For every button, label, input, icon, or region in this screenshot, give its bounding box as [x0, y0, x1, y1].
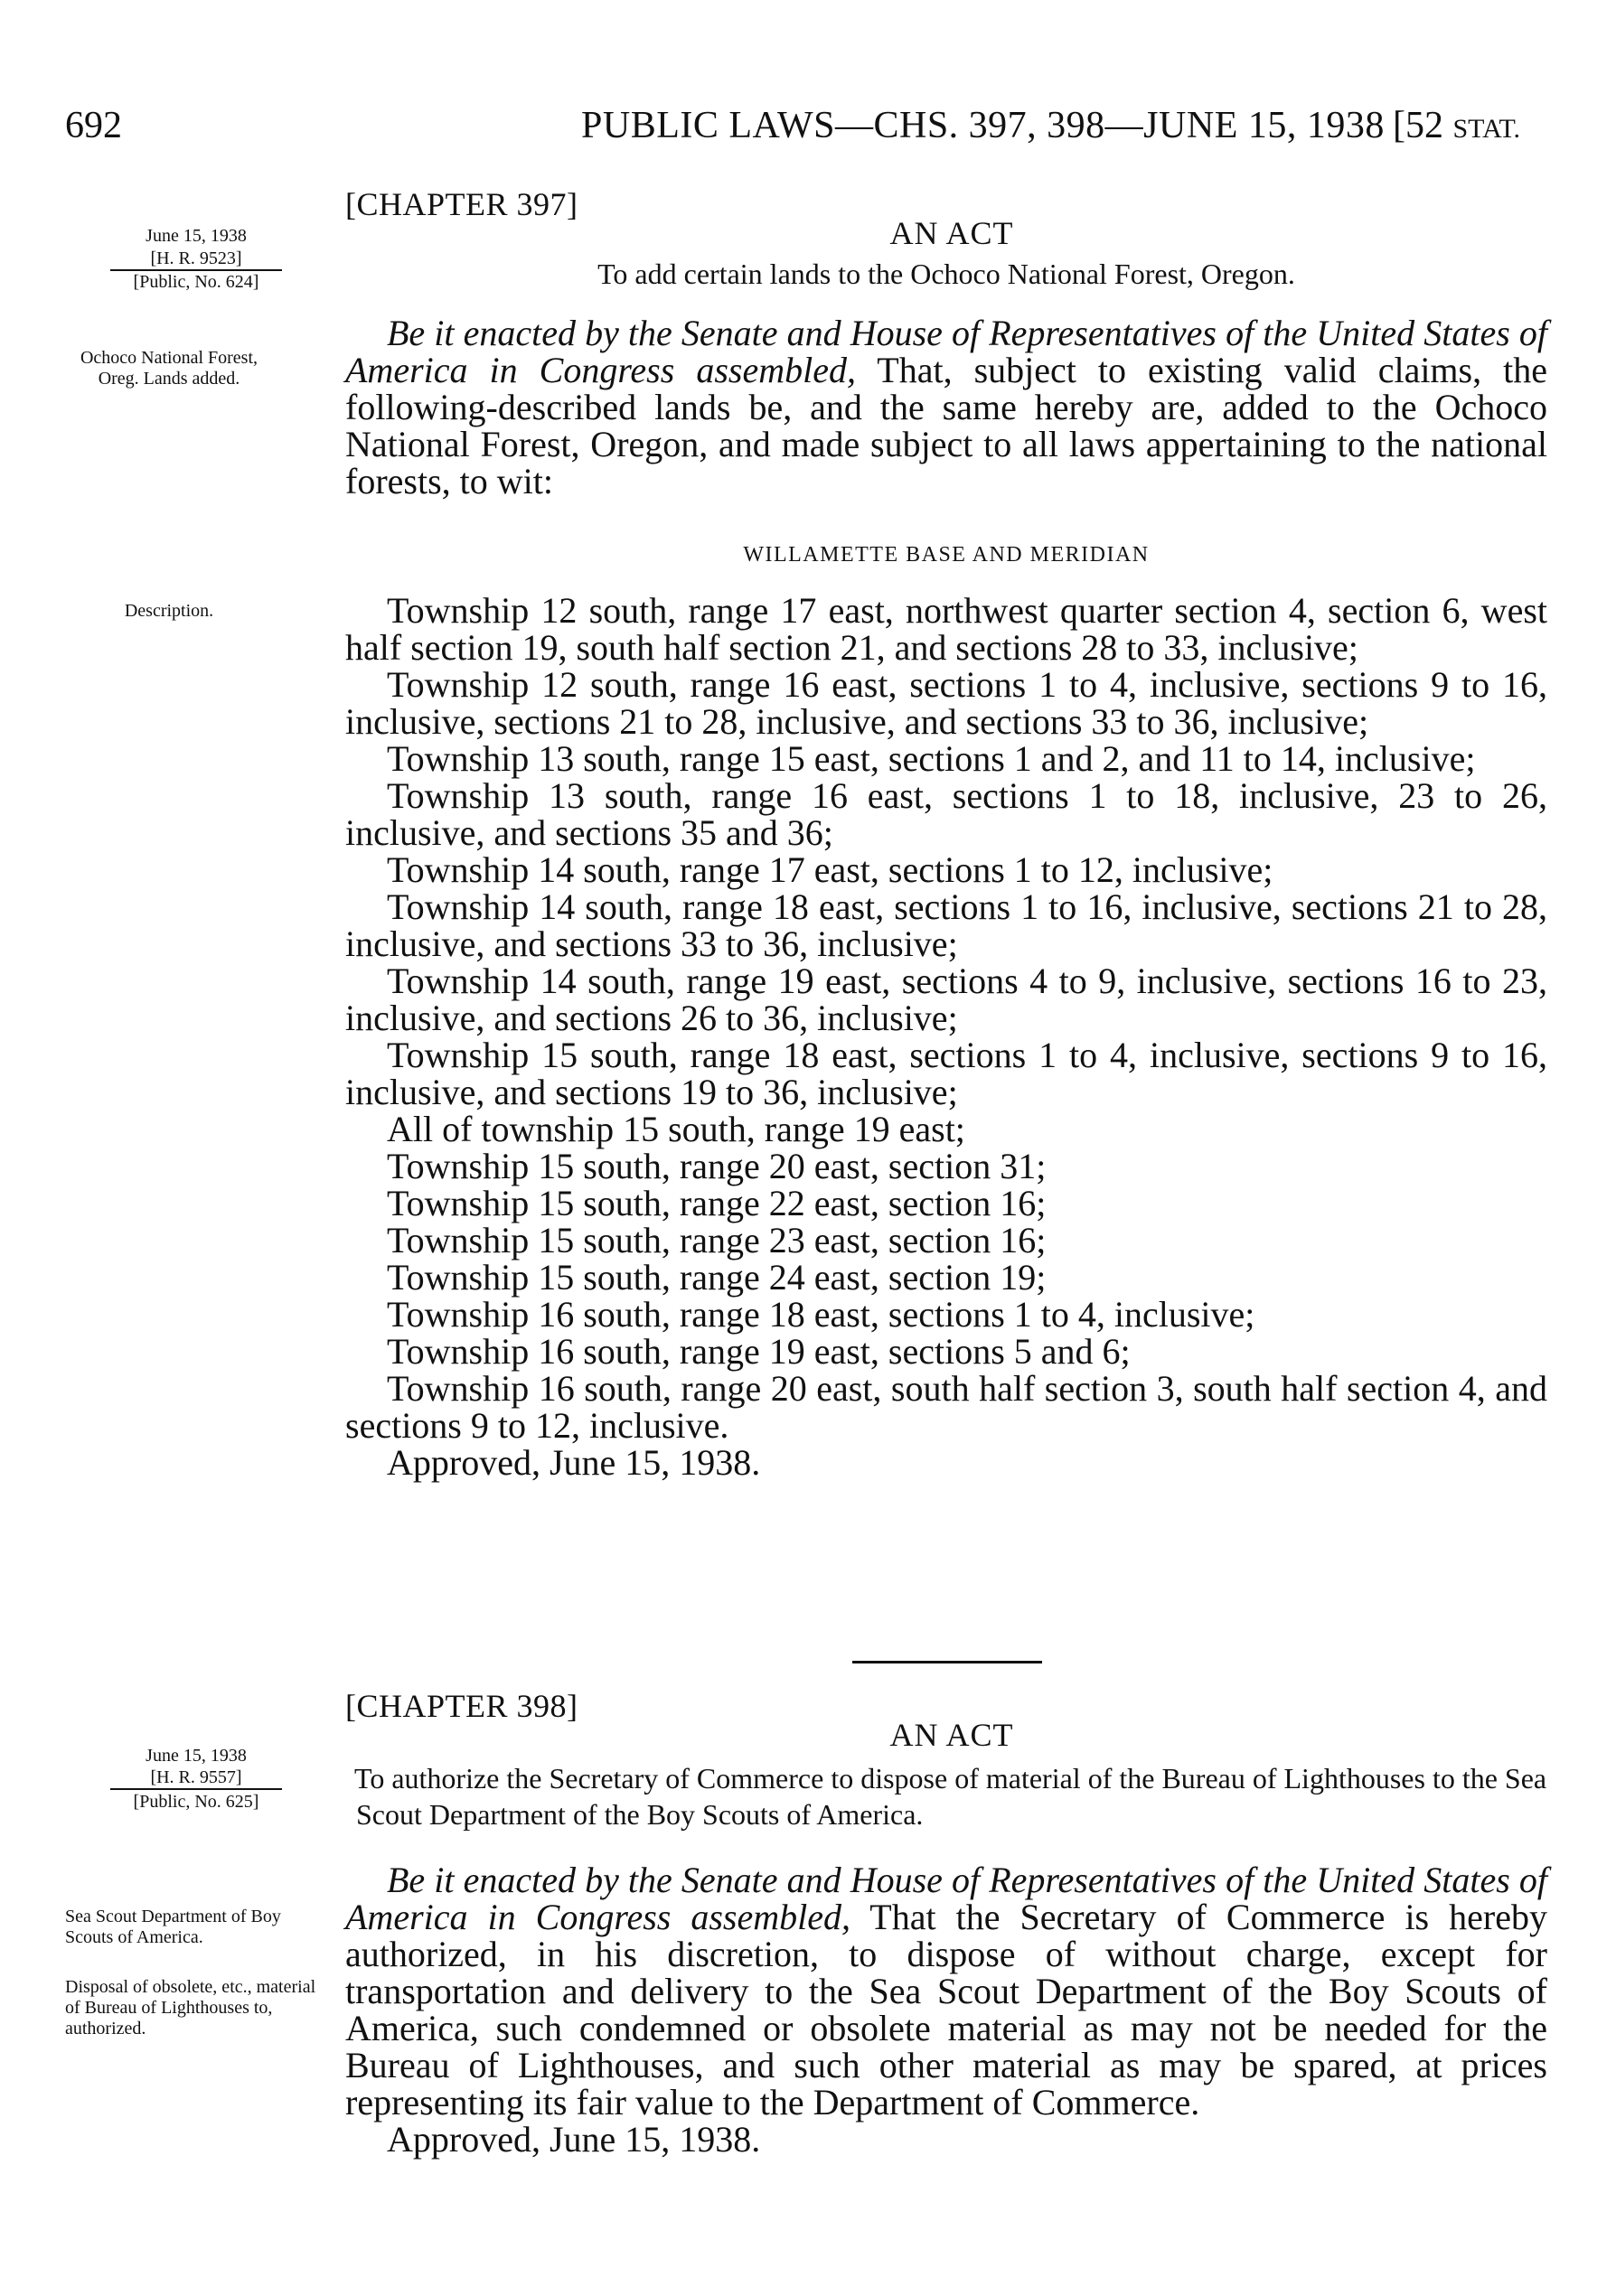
description-item: Township 15 south, range 22 east, section 16; [387, 1183, 1047, 1223]
chapter-397-margin-note-description: Description. [124, 601, 214, 621]
chapter-398-margin-bill-wrap [65, 1767, 327, 1790]
chapter-397-margin-bill: [H. R. 9523] [110, 248, 282, 271]
chapter-398-margin-note-sea-scout: Sea Scout Department of Boy Scouts of America. [65, 1907, 281, 1947]
chapter-397-enacting-clause [345, 314, 1547, 500]
chapter-397-label: [CHAPTER 397] [345, 186, 578, 222]
chapter-398-label: [CHAPTER 398] [345, 1688, 578, 1724]
description-item: Township 12 south, range 16 east, sections 1 to 4, inclusive, sections 9 to 16, inclusive, sections 21 to 28, inclusive, and sections 33 to 36, inclusive; [345, 664, 1547, 742]
chapter-398-an-act: AN ACT [889, 1717, 1014, 1753]
chapter-398-enacting-rest: That the Secretary of Commerce is hereby authorized, in his discretion, to dispose of without charge, except for transportation and delivery to the Sea Scout Department of the Boy Scouts of America, such condemned or obsolete material as may not be needed for the Bureau of Lighthouses, and such other material as may be spared, at prices representing its fair value to the Department of Commerce. [345, 1897, 1547, 2123]
chapter-398-margin-bill: [H. R. 9557] [110, 1767, 282, 1790]
chapter-398-margin-note-disposal: Disposal of obsolete, etc., material of Bureau of Lighthouses to, authorized. [65, 1977, 316, 2038]
chapter-398-enacting-clause [345, 1861, 1547, 2158]
description-item: Township 16 south, range 20 east, south half section 3, south half section 4, and sections 9 to 12, inclusive. [345, 1368, 1547, 1446]
description-item: Township 15 south, range 18 east, sections 1 to 4, inclusive, sections 9 to 16, inclusive, and sections 19 to 36, inclusive; [345, 1035, 1547, 1112]
chapter-397-enacting-italic: Be it enacted by the Senate and House of Representatives of the United States of America in Congress assembled, [345, 313, 1547, 390]
volume-reference [1393, 107, 1520, 145]
chapter-397-an-act: AN ACT [889, 215, 1014, 251]
chapter-397-margin-note-forest: Ochoco National Forest, Oreg. Lands added. [80, 348, 258, 389]
chapter-397-purpose: To add certain lands to the Ochoco National Forest, Oregon. [597, 258, 1295, 290]
chapter-398-approved: Approved, June 15, 1938. [387, 2119, 761, 2160]
chapter-398-enacting-italic: Be it enacted by the Senate and House of Representatives of the United States of America in Congress assembled, [345, 1860, 1547, 1937]
description-item: Township 15 south, range 23 east, section 16; [387, 1220, 1047, 1260]
description-item: Township 15 south, range 24 east, section 19; [387, 1257, 1047, 1298]
chapter-398-margin-public: [Public, No. 625] [133, 1792, 259, 1812]
description-item: All of township 15 south, range 19 east; [387, 1109, 965, 1149]
chapter-397-margin-bill-wrap [65, 248, 327, 271]
description-item: Township 16 south, range 19 east, sections 5 and 6; [387, 1331, 1131, 1372]
description-item: Township 13 south, range 15 east, sections 1 and 2, and 11 to 14, inclusive; [387, 738, 1476, 779]
running-head: PUBLIC LAWS—CHS. 397, 398—JUNE 15, 1938 [581, 105, 1385, 146]
description-item: Township 16 south, range 18 east, sections 1 to 4, inclusive; [387, 1294, 1255, 1335]
chapter-398-purpose: To authorize the Secretary of Commerce to dispose of material of the Bureau of Lighthouses to the Sea Scout Department of the Boy Scouts of America. [354, 1762, 1547, 1831]
chapter-398-margin-date: June 15, 1938 [146, 1746, 247, 1766]
volume-prefix: [52 [1393, 105, 1443, 146]
chapter-397-margin-public: [Public, No. 624] [133, 272, 259, 292]
description-item: Township 14 south, range 18 east, sections 1 to 16, inclusive, sections 21 to 28, inclusive, and sections 33 to 36, inclusive; [345, 886, 1547, 964]
description-item: Township 12 south, range 17 east, northwest quarter section 4, section 6, west half section 19, south half section 21, and sections 28 to 33, inclusive; [345, 590, 1547, 668]
chapter-separator-rule [852, 1661, 1042, 1663]
chapter-397-enacting-rest: That, subject to existing valid claims, the following-described lands be, and the same hereby are, added to the Ochoco National Forest, Oregon, and made subject to all laws appertaining to the national forests, to wit: [345, 350, 1547, 501]
chapter-397-margin-date: June 15, 1938 [146, 226, 247, 246]
chapter-397-approved: Approved, June 15, 1938. [387, 1442, 761, 1483]
description-item: Township 14 south, range 17 east, sections 1 to 12, inclusive; [387, 849, 1273, 890]
page-number: 692 [65, 105, 122, 146]
volume-suffix: STAT. [1452, 114, 1521, 144]
description-item: Township 14 south, range 19 east, sections 4 to 9, inclusive, sections 16 to 23, inclusive, and sections 26 to 36, inclusive; [345, 961, 1547, 1038]
chapter-397-subheading: WILLAMETTE BASE AND MERIDIAN [743, 543, 1150, 567]
chapter-397-description-list [345, 592, 1547, 1481]
description-item: Township 15 south, range 20 east, section 31; [387, 1146, 1047, 1186]
description-item: Township 13 south, range 16 east, sections 1 to 18, inclusive, 23 to 26, inclusive, and sections 35 and 36; [345, 775, 1547, 853]
